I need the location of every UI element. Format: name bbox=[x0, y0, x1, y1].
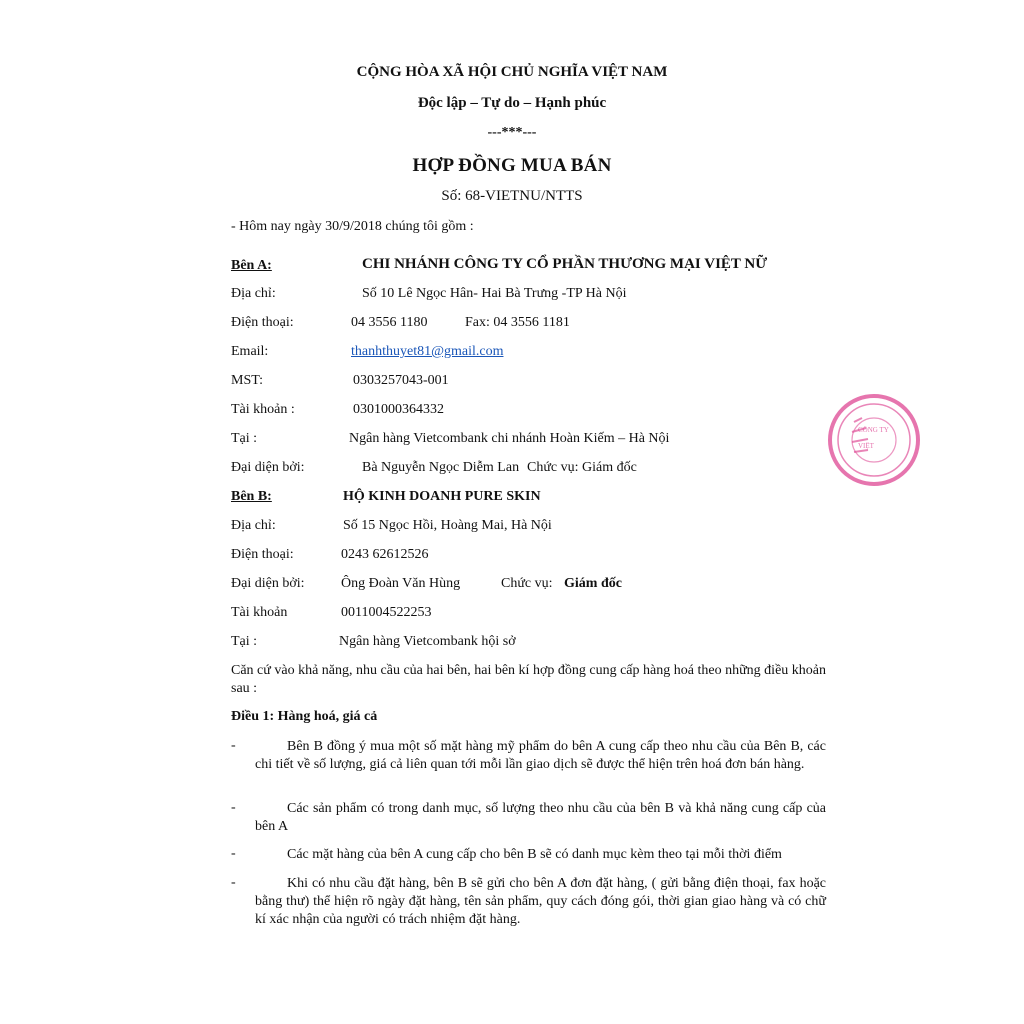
header-separator: ---***--- bbox=[487, 125, 537, 140]
party-a-bank: Ngân hàng Vietcombank chi nhánh Hoàn Kiếm – Hà Nội bbox=[349, 431, 670, 446]
article-1-item: Các sản phẩm có trong danh mục, số lượng theo nhu cầu của bên B và khả năng cung cấp của bên A bbox=[255, 801, 826, 834]
contract-number: Số: 68-VIETNU/NTTS bbox=[441, 188, 583, 204]
article-1-item: Các mặt hàng của bên A cung cấp cho bên B sẽ có danh mục kèm theo tại mỗi thời điểm bbox=[287, 847, 782, 862]
party-b-account: 0011004522253 bbox=[341, 605, 432, 620]
party-b-bank: Ngân hàng Vietcombank hội sở bbox=[339, 634, 516, 649]
party-a-email-link[interactable]: thanhthuyet81@gmail.com bbox=[351, 344, 504, 359]
party-a-tax-label: MST: bbox=[231, 373, 263, 388]
party-b-rep: Ông Đoàn Văn Hùng bbox=[341, 576, 461, 591]
article-1-bullet: - bbox=[231, 875, 236, 890]
party-b-phone: 0243 62612526 bbox=[341, 547, 429, 562]
party-a-account: 0301000364332 bbox=[353, 402, 444, 417]
party-a-tax: 0303257043-001 bbox=[353, 373, 449, 388]
article-1-item: Bên B đồng ý mua một số mặt hàng mỹ phẩm do bên A cung cấp theo nhu cầu của Bên B, các chi tiết về số lượng, giá cả liên quan tới mỗi lần giao dịch sẽ được thể hiện trên hoá đơn bán hàng. bbox=[255, 739, 826, 772]
company-stamp bbox=[818, 392, 889, 488]
party-b-name: HỘ KINH DOANH PURE SKIN bbox=[343, 489, 541, 504]
party-b-phone-label: Điện thoại: bbox=[231, 547, 294, 562]
svg-text:VIỆT: VIỆT bbox=[858, 442, 874, 450]
party-b-position-label: Chức vụ: bbox=[501, 576, 553, 591]
national-motto: Độc lập – Tự do – Hạnh phúc bbox=[417, 95, 607, 111]
party-a-name: CHI NHÁNH CÔNG TY CỔ PHẦN THƯƠNG MẠI VIỆT NỮ bbox=[362, 256, 768, 272]
article-1-bullet: - bbox=[231, 738, 236, 753]
party-a-fax: Fax: 04 3556 1181 bbox=[465, 315, 570, 330]
article-1-bullet: - bbox=[231, 800, 236, 815]
party-a-label: Bên A: bbox=[231, 258, 272, 273]
party-a-rep-label: Đại diện bởi: bbox=[231, 460, 305, 475]
svg-text:CÔNG TY: CÔNG TY bbox=[858, 426, 889, 434]
stamp-seal-icon bbox=[818, 392, 930, 488]
contract-title: HỢP ĐỒNG MUA BÁN bbox=[412, 155, 612, 176]
article-1-item: Khi có nhu cầu đặt hàng, bên B sẽ gửi cho bên A đơn đặt hàng, ( gửi bằng điện thoại, fax hoặc bằng thư) thể hiện rõ ngày đặt hàng, tên sản phẩm, quy cách đóng gói, thời gian giao hàng và có chữ kí xác nhận của người có trách nhiệm đặt hàng. bbox=[255, 876, 826, 927]
party-b-position: Giám đốc bbox=[564, 576, 622, 591]
party-b-address-label: Địa chỉ: bbox=[231, 518, 276, 533]
basis-paragraph: Căn cứ vào khả năng, nhu cầu của hai bên, hai bên kí hợp đồng cung cấp hàng hoá theo những điều khoản sau : bbox=[231, 663, 826, 696]
party-b-bank-label: Tại : bbox=[231, 634, 258, 649]
party-a-address: Số 10 Lê Ngọc Hân- Hai Bà Trưng -TP Hà Nội bbox=[362, 286, 627, 301]
party-b-account-label: Tài khoản bbox=[231, 605, 288, 620]
party-a-email-label: Email: bbox=[231, 344, 269, 359]
party-a-account-label: Tài khoản : bbox=[231, 402, 295, 417]
party-a-phone-label: Điện thoại: bbox=[231, 315, 294, 330]
article-1-title: Điều 1: Hàng hoá, giá cả bbox=[231, 709, 378, 724]
party-a-phone: 04 3556 1180 bbox=[351, 315, 428, 330]
party-a-position: Chức vụ: Giám đốc bbox=[527, 460, 637, 475]
party-b-rep-label: Đại diện bởi: bbox=[231, 576, 305, 591]
party-b-label: Bên B: bbox=[231, 489, 272, 504]
party-b-address: Số 15 Ngọc Hồi, Hoàng Mai, Hà Nội bbox=[343, 518, 552, 533]
intro-line: - Hôm nay ngày 30/9/2018 chúng tôi gồm : bbox=[231, 219, 474, 234]
party-a-bank-label: Tại : bbox=[231, 431, 258, 446]
party-a-address-label: Địa chỉ: bbox=[231, 286, 276, 301]
national-title: CỘNG HÒA XÃ HỘI CHỦ NGHĨA VIỆT NAM bbox=[356, 64, 668, 80]
party-a-rep: Bà Nguyễn Ngọc Diễm Lan bbox=[362, 460, 520, 475]
article-1-bullet: - bbox=[231, 846, 236, 861]
